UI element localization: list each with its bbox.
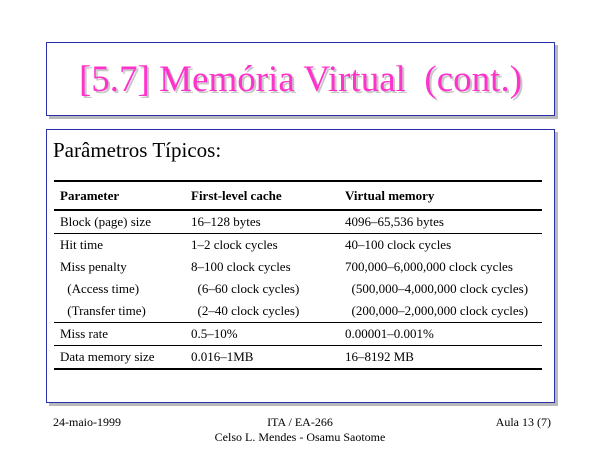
table-cell: 40–100 clock cycles bbox=[345, 237, 452, 252]
content-box bbox=[46, 129, 555, 403]
table-cell: 0.016–1MB bbox=[191, 349, 254, 364]
table-cell: 8–100 clock cycles bbox=[191, 259, 291, 274]
table-row bbox=[54, 278, 542, 300]
column-header: Virtual memory bbox=[339, 181, 542, 210]
table-cell: 700,000–6,000,000 clock cycles bbox=[345, 259, 513, 274]
section-subtitle: Parâmetros Típicos: bbox=[53, 138, 222, 162]
table-cell: Miss rate bbox=[54, 323, 185, 346]
table-cell: Hit time bbox=[60, 237, 103, 252]
footer-date: 24-maio-1999 bbox=[53, 415, 121, 429]
table-cell: Block (page) size bbox=[54, 210, 185, 234]
table-row bbox=[54, 323, 542, 346]
table-cell: (6–60 clock cycles) bbox=[191, 281, 300, 296]
table-cell: 16–8192 MB bbox=[345, 349, 414, 364]
table-cell: Miss penalty bbox=[60, 259, 127, 274]
table-header-row bbox=[54, 181, 542, 210]
table-cell: (200,000–2,000,000 clock cycles) bbox=[339, 300, 542, 323]
table-cell: 0.00001–0.001% bbox=[339, 323, 542, 346]
parameters-table bbox=[54, 180, 542, 370]
table-cell: Data memory size bbox=[60, 349, 155, 364]
table-cell: (Transfer time) bbox=[54, 300, 185, 323]
table-cell: (500,000–4,000,000 clock cycles) bbox=[345, 281, 529, 296]
table-cell: (Access time) bbox=[64, 281, 140, 296]
column-header: Parameter bbox=[54, 181, 185, 210]
table-row bbox=[54, 300, 542, 323]
table-cell: 16–128 bytes bbox=[185, 210, 339, 234]
footer-authors: Celso L. Mendes - Osamu Saotome bbox=[214, 430, 386, 444]
slide-title: [5.7] Memória Virtual (cont.) bbox=[78, 58, 523, 100]
table-cell: 4096–65,536 bytes bbox=[339, 210, 542, 234]
table-row bbox=[54, 210, 542, 234]
column-header: First-level cache bbox=[185, 181, 339, 210]
table-cell: (2–40 clock cycles) bbox=[185, 300, 339, 323]
footer-page-number: Aula 13 (7) bbox=[495, 415, 551, 429]
table-cell: 0.5–10% bbox=[185, 323, 339, 346]
title-box bbox=[46, 42, 555, 116]
table-row bbox=[54, 256, 542, 278]
table-cell: 1–2 clock cycles bbox=[191, 237, 278, 252]
table-row bbox=[54, 234, 542, 257]
footer-course: ITA / EA-266 bbox=[267, 415, 333, 429]
table-row bbox=[54, 346, 542, 370]
